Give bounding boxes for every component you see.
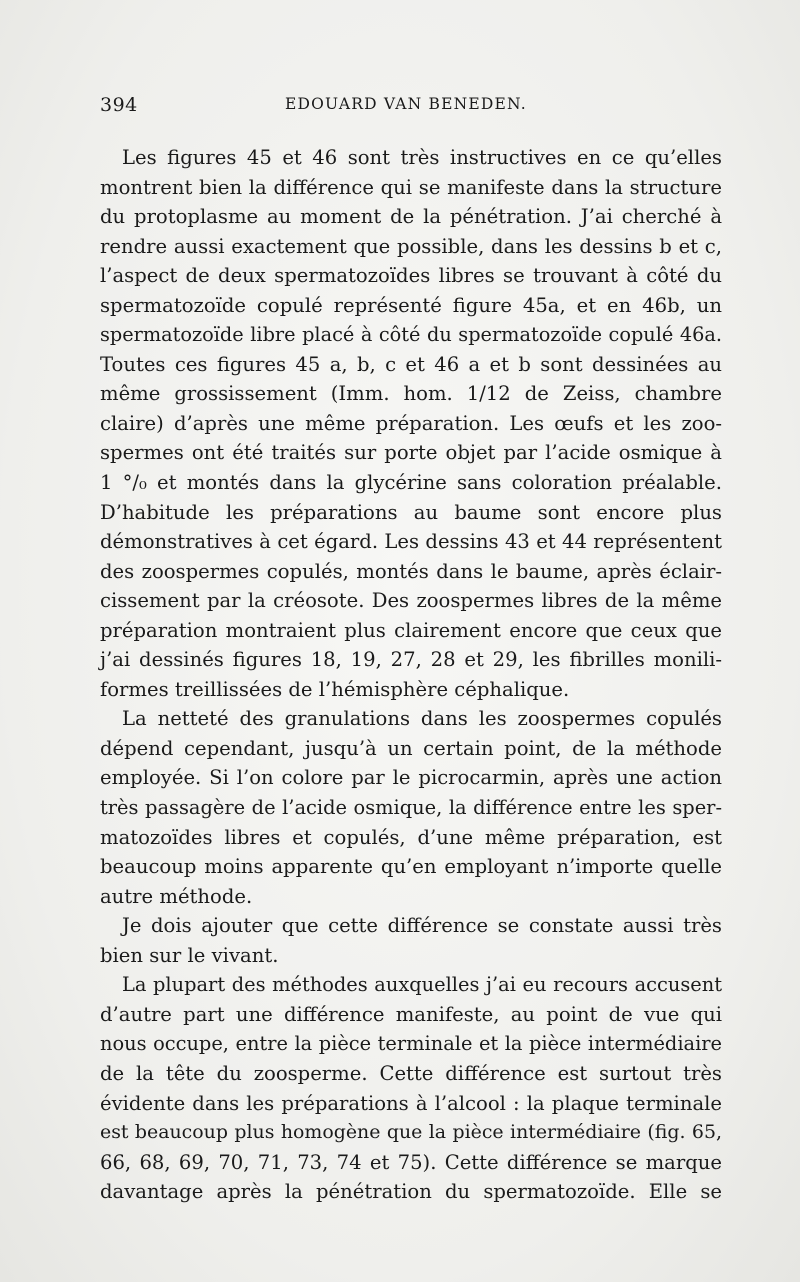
text-line: employée. Si l’on colore par le picrocarmin, après une action bbox=[100, 766, 722, 790]
text-line: évidente dans les préparations à l’alcool : la plaque terminale bbox=[100, 1091, 722, 1115]
text-line: beaucoup moins apparente qu’en employant n’importe quelle bbox=[100, 855, 722, 879]
text-line: Toutes ces figures 45 a, b, c et 46 a et b sont dessinées au bbox=[100, 352, 722, 376]
text-line: formes treillissées de l’hémisphère céphalique. bbox=[100, 677, 570, 701]
text-line: spermes ont été traités sur porte objet par l’acide osmique à bbox=[100, 441, 722, 465]
text-line: d’autre part une différence manifeste, au point de vue qui bbox=[100, 1002, 722, 1026]
text-line: j’ai dessinés figures 18, 19, 27, 28 et 29, les fibrilles monili- bbox=[100, 648, 722, 672]
text-line: cissement par la créosote. Des zoospermes libres de la même bbox=[100, 589, 722, 613]
text-line: 1 °/₀ et montés dans la glycérine sans coloration préalable. bbox=[100, 471, 722, 495]
text-line: Je dois ajouter que cette différence se constate aussi très bbox=[122, 914, 722, 938]
text-line: La netteté des granulations dans les zoospermes copulés bbox=[122, 707, 722, 731]
text-line: très passagère de l’acide osmique, la différence entre les sper- bbox=[100, 796, 722, 820]
text-line: davantage après la pénétration du spermatozoïde. Elle se bbox=[100, 1180, 722, 1204]
text-line: La plupart des méthodes auxquelles j’ai eu recours accusent bbox=[122, 973, 722, 997]
paragraph bbox=[100, 911, 722, 970]
text-line: matozoïdes libres et copulés, d’une même préparation, est bbox=[100, 825, 722, 849]
text-line: des zoospermes copulés, montés dans le baume, après éclair- bbox=[100, 559, 722, 583]
text-line: démonstratives à cet égard. Les dessins 43 et 44 représentent bbox=[100, 530, 722, 554]
text-line: bien sur le vivant. bbox=[100, 943, 279, 967]
text-line: de la tête du zoosperme. Cette différence est surtout très bbox=[100, 1061, 722, 1085]
paragraph bbox=[100, 970, 722, 1206]
text-line: spermatozoïde copulé représenté figure 45a, et en 46b, un bbox=[100, 293, 722, 317]
paragraph bbox=[100, 704, 722, 911]
text-line: D’habitude les préparations au baume sont encore plus bbox=[100, 500, 722, 524]
text-line: est beaucoup plus homogène que la pièce intermédiaire (fig. 65, bbox=[100, 1121, 722, 1144]
page-number: 394 bbox=[100, 94, 138, 116]
text-line: même grossissement (Imm. hom. 1/12 de Zeiss, chambre bbox=[100, 382, 722, 406]
text-line: claire) d’après une même préparation. Les œufs et les zoo- bbox=[100, 411, 722, 435]
body-text bbox=[100, 143, 722, 1207]
running-head: EDOUARD VAN BENEDEN. bbox=[285, 95, 527, 113]
text-line: rendre aussi exactement que possible, dans les dessins b et c, bbox=[100, 234, 722, 258]
text-line: spermatozoïde libre placé à côté du spermatozoïde copulé 46a. bbox=[100, 323, 722, 347]
text-line: préparation montraient plus clairement encore que ceux que bbox=[100, 618, 722, 642]
text-line: dépend cependant, jusqu’à un certain point, de la méthode bbox=[100, 736, 722, 760]
paragraph bbox=[100, 143, 722, 704]
text-line: Les figures 45 et 46 sont très instructives en ce qu’elles bbox=[122, 146, 722, 169]
text-line: l’aspect de deux spermatozoïdes libres se trouvant à côté du bbox=[100, 264, 722, 288]
text-line: nous occupe, entre la pièce terminale et la pièce intermédiaire bbox=[100, 1032, 722, 1056]
page-header bbox=[100, 94, 720, 122]
text-line: 66, 68, 69, 70, 71, 73, 74 et 75). Cette différence se marque bbox=[100, 1150, 722, 1174]
text-line: autre méthode. bbox=[100, 884, 253, 908]
text-line: du protoplasme au moment de la pénétration. J’ai cherché à bbox=[100, 205, 722, 229]
text-line: montrent bien la différence qui se manifeste dans la structure bbox=[100, 175, 722, 199]
